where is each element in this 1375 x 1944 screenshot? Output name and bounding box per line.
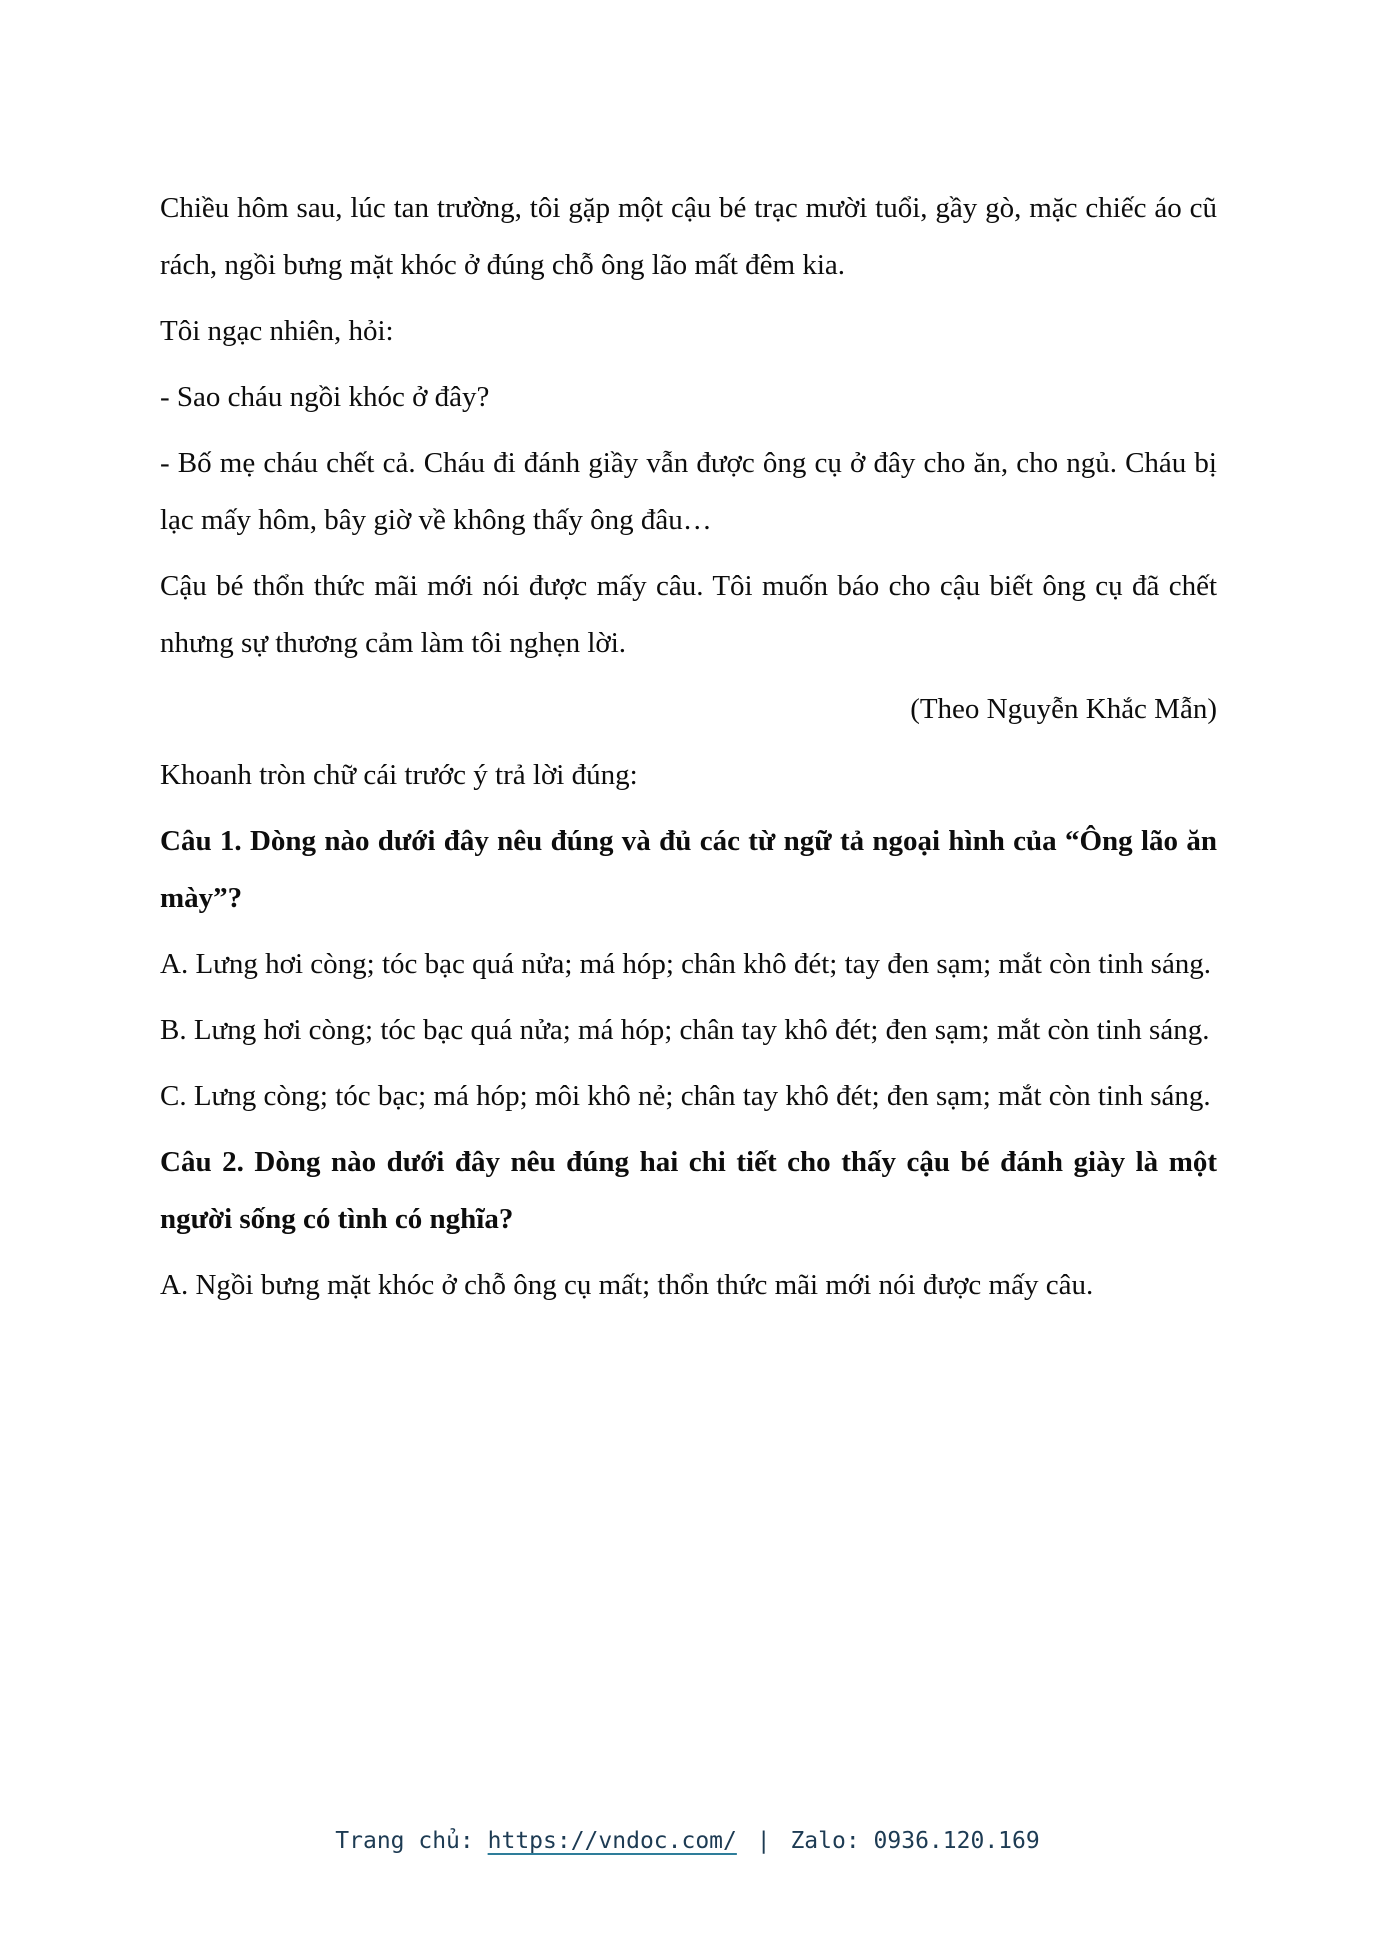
passage-paragraph: Tôi ngạc nhiên, hỏi: bbox=[160, 315, 394, 347]
passage-paragraph: - Sao cháu ngồi khóc ở đây? bbox=[160, 381, 490, 413]
passage-paragraph: Chiều hôm sau, lúc tan trường, tôi gặp một cậu bé trạc mười tuổi, gầy gò, mặc chiếc áo cũ rách, ngồi bưng mặt khóc ở đúng chỗ ông lão mất đêm kia. bbox=[160, 192, 1217, 281]
passage-paragraph: - Bố mẹ cháu chết cả. Cháu đi đánh giầy vẫn được ông cụ ở đây cho ăn, cho ngủ. Cháu bị lạc mấy hôm, bây giờ về không thấy ông đâu… bbox=[160, 447, 1217, 536]
question-2-heading bbox=[160, 1134, 1217, 1248]
option-text: Lưng còng; tóc bạc; má hóp; môi khô nẻ; chân tay khô đét; đen sạm; mắt còn tinh sáng. bbox=[193, 1080, 1211, 1112]
option-text: Lưng hơi còng; tóc bạc quá nửa; má hóp; chân tay khô đét; đen sạm; mắt còn tinh sáng. bbox=[193, 1014, 1210, 1046]
option-letter: B. bbox=[160, 1014, 187, 1046]
question-1-prompt: Dòng nào dưới đây nêu đúng và đủ các từ ngữ tả ngoại hình của “Ông lão ăn mày”? bbox=[160, 825, 1217, 914]
question-1-label: Câu 1. bbox=[160, 825, 242, 857]
home-url-link[interactable]: https://vndoc.com/ bbox=[487, 1828, 737, 1854]
option-text: Ngồi bưng mặt khóc ở chỗ ông cụ mất; thổn thức mãi mới nói được mấy câu. bbox=[195, 1269, 1094, 1301]
question-2-prompt: Dòng nào dưới đây nêu đúng hai chi tiết cho thấy cậu bé đánh giày là một người sống có tình có nghĩa? bbox=[160, 1146, 1218, 1235]
page-footer bbox=[0, 1824, 1375, 1858]
question-2-option-a bbox=[160, 1257, 1217, 1314]
question-1-option-c bbox=[160, 1068, 1217, 1125]
home-label: Trang chủ: bbox=[335, 1828, 474, 1854]
question-2-label: Câu 2. bbox=[160, 1146, 244, 1178]
passage-paragraph: Cậu bé thổn thức mãi mới nói được mấy câu. Tôi muốn báo cho cậu biết ông cụ đã chết nhưng sự thương cảm làm tôi nghẹn lời. bbox=[160, 570, 1217, 659]
instruction-text: Khoanh tròn chữ cái trước ý trả lời đúng: bbox=[160, 759, 638, 791]
option-letter: C. bbox=[160, 1080, 187, 1112]
zalo-contact: Zalo: 0936.120.169 bbox=[790, 1828, 1040, 1854]
question-1-heading bbox=[160, 813, 1217, 927]
option-letter: A. bbox=[160, 1269, 189, 1301]
question-1-option-b bbox=[160, 1002, 1217, 1059]
author-attribution: (Theo Nguyễn Khắc Mẫn) bbox=[910, 693, 1217, 725]
question-1-option-a bbox=[160, 936, 1217, 993]
option-text: Lưng hơi còng; tóc bạc quá nửa; má hóp; chân khô đét; tay đen sạm; mắt còn tinh sáng. bbox=[195, 948, 1212, 980]
option-letter: A. bbox=[160, 948, 189, 980]
footer-separator: | bbox=[756, 1828, 771, 1854]
